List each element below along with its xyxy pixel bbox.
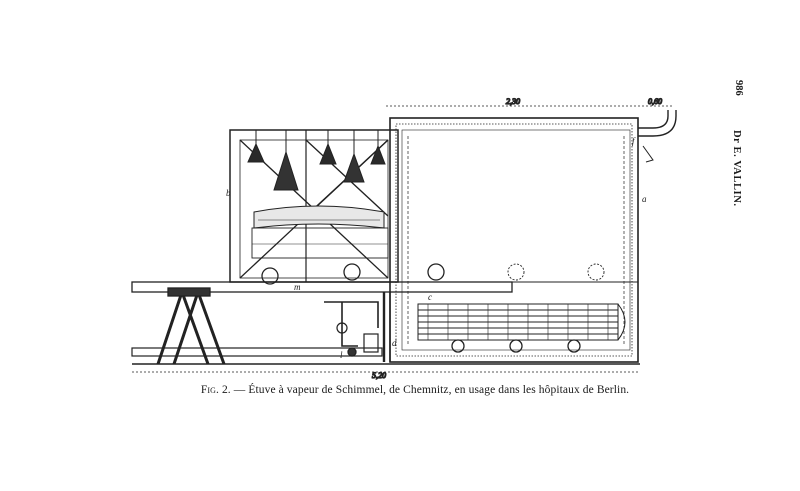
dimension-bottom-total: 5,20 (372, 371, 386, 380)
caption-text: — Étuve à vapeur de Schimmel, de Chemnitz, en usage dans les hôpitaux de Berlin. (230, 384, 630, 396)
label-a: a (642, 194, 647, 204)
label-f: f (632, 136, 635, 146)
dimension-top-width: 2,30 (506, 97, 520, 106)
caption-label: Fig. 2. (200, 384, 231, 396)
label-m: m (294, 282, 301, 292)
label-b: b (226, 188, 231, 198)
dimension-top-side: 0,60 (648, 97, 662, 106)
engraving-figure (128, 96, 688, 386)
figure-caption (120, 384, 710, 396)
label-c: c (428, 292, 432, 302)
steam-sterilizer-drawing (128, 96, 688, 386)
label-d: d (392, 338, 397, 348)
running-head-author: Dr E. VALLIN. (731, 130, 742, 207)
label-l: l (340, 350, 343, 360)
page-number: 986 (733, 80, 744, 96)
